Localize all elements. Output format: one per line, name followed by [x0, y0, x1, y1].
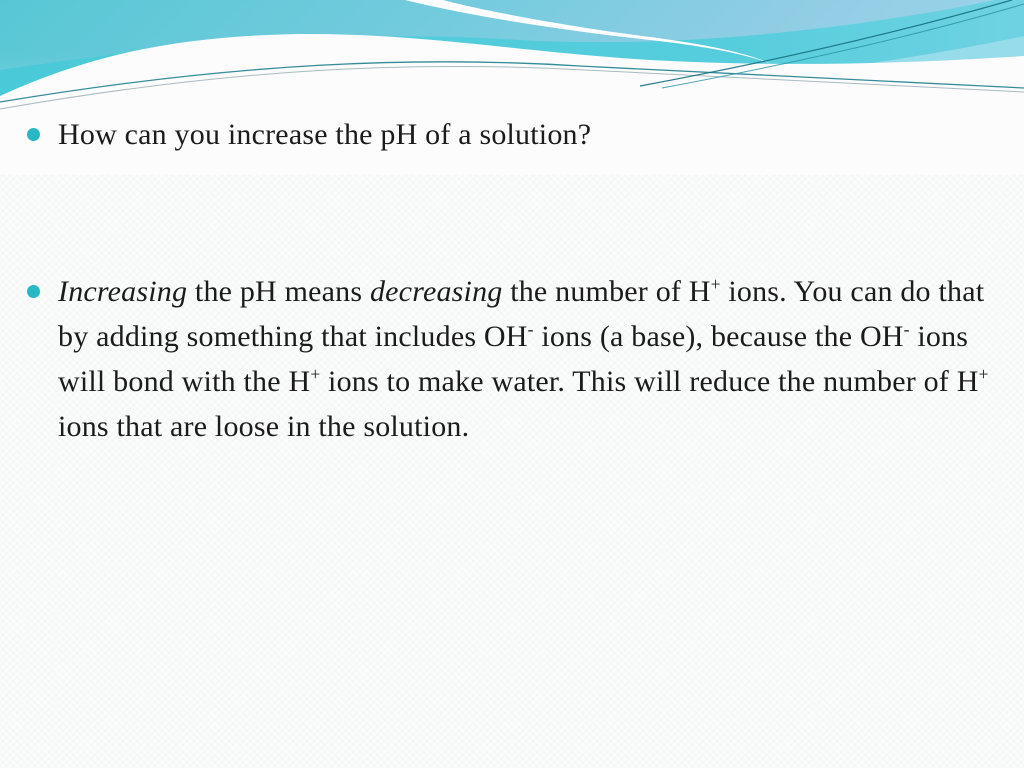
bullet-icon: [27, 128, 40, 141]
slide-body: [0, 112, 1024, 449]
bullet-text-answer: Increasing the pH means decreasing the number of H+ ions. You can do that by adding something that includes OH- ions (a base), because the OH- ions will bond with the H+ ions to make water. This will reduce the number of H+ ions that are loose in the solution.: [58, 274, 989, 443]
bullet-icon: [27, 285, 40, 298]
bullet-text-question: How can you increase the pH of a solution?: [58, 118, 592, 151]
bullet-item-question: [27, 112, 1018, 157]
bullet-item-answer: [27, 269, 1018, 449]
